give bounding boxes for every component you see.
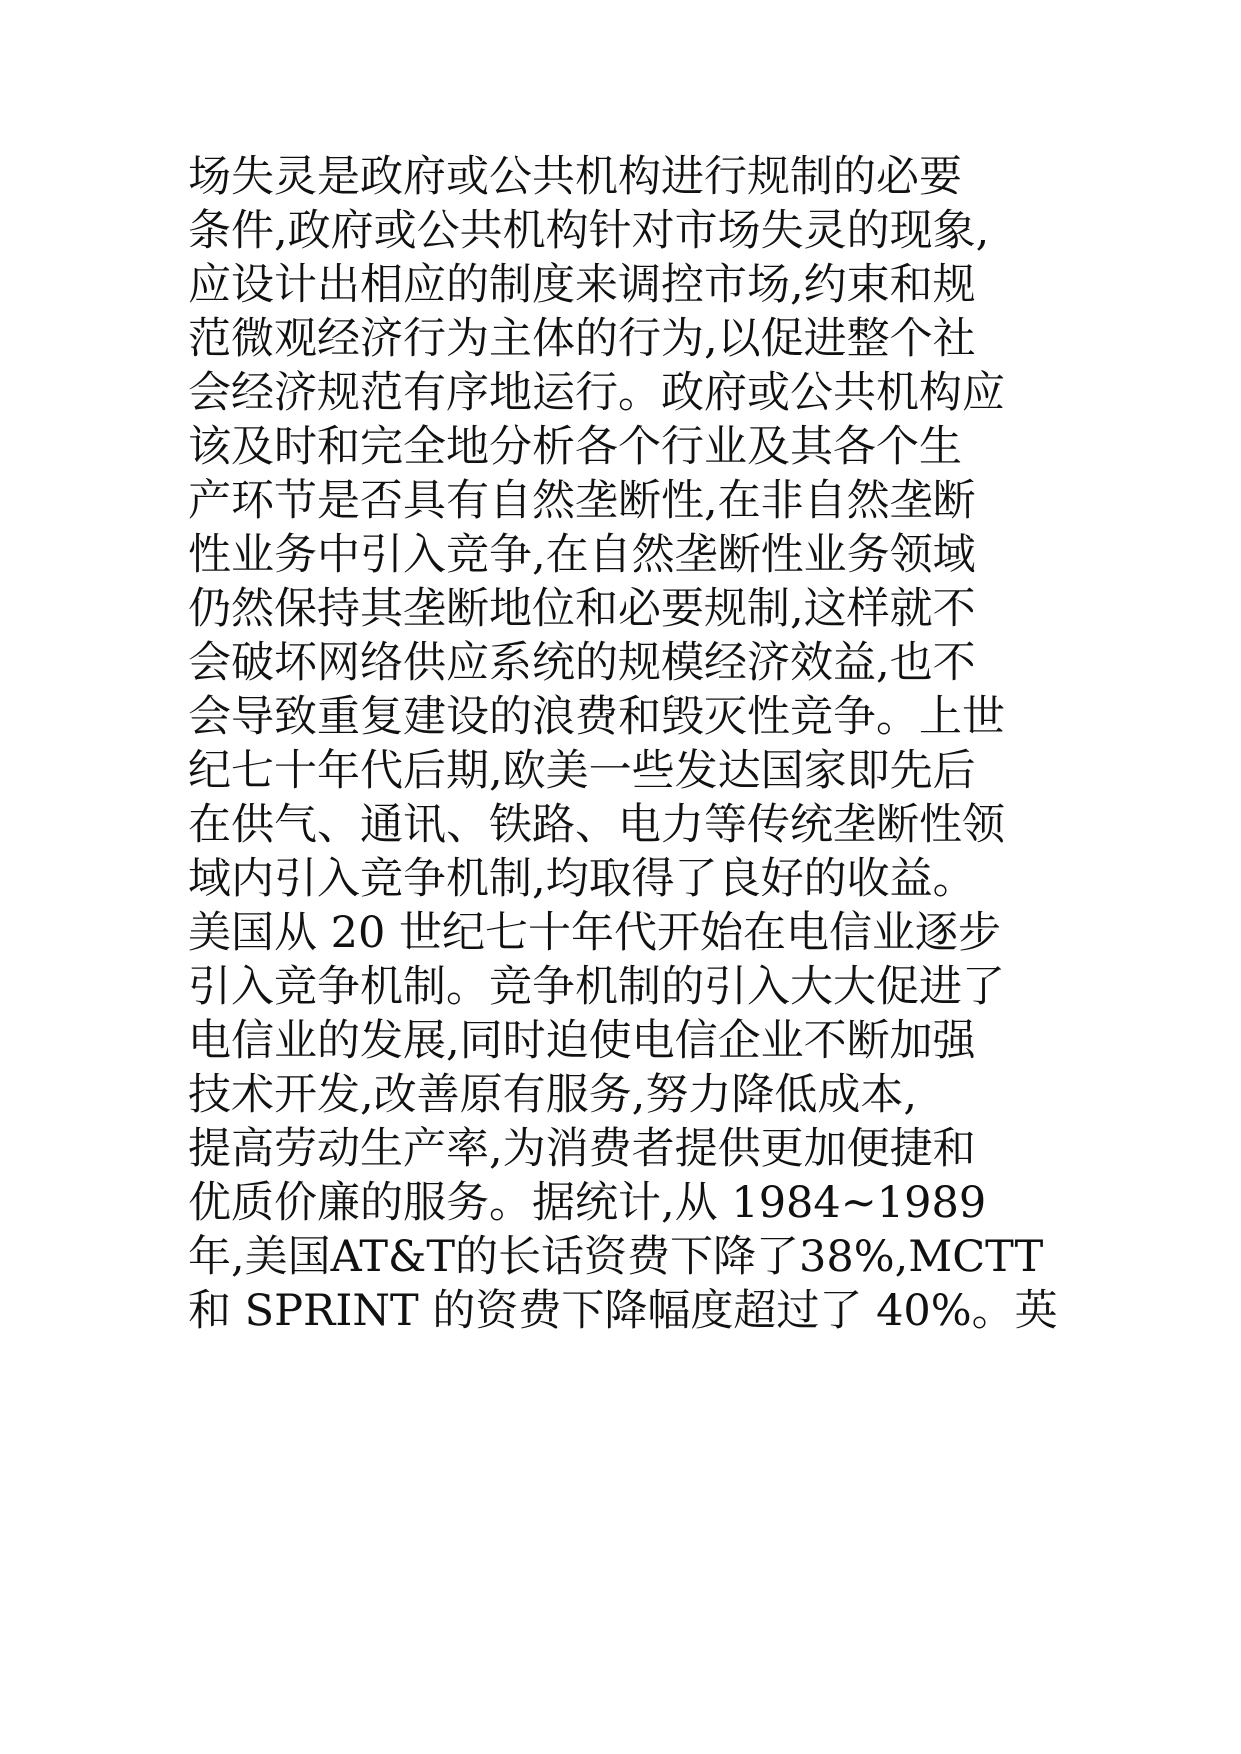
text-line: 优质价廉的服务。据统计,从 1984~1989 bbox=[188, 1178, 987, 1228]
text-line: 会经济规范有序地运行。政府或公共机构应 bbox=[188, 368, 1005, 418]
text-line: 会破坏网络供应系统的规模经济效益,也不 bbox=[188, 638, 976, 688]
text-line: 仍然保持其垄断地位和必要规制,这样就不 bbox=[188, 584, 976, 634]
text-line: 美国从 20 世纪七十年代开始在电信业逐步 bbox=[188, 908, 1002, 958]
text-line: 引入竞争机制。竞争机制的引入大大促进了 bbox=[188, 962, 1005, 1012]
text-line: 和 SPRINT 的资费下降幅度超过了 40%。英 bbox=[188, 1286, 1058, 1336]
text-line: 性业务中引入竞争,在自然垄断性业务领域 bbox=[188, 530, 976, 580]
text-line: 域内引入竞争机制,均取得了良好的收益。 bbox=[188, 854, 976, 904]
text-line: 该及时和完全地分析各个行业及其各个生 bbox=[188, 422, 962, 472]
text-line: 应设计出相应的制度来调控市场,约束和规 bbox=[188, 260, 976, 310]
text-line: 电信业的发展,同时迫使电信企业不断加强 bbox=[188, 1016, 976, 1066]
text-line: 产环节是否具有自然垄断性,在非自然垄断 bbox=[188, 476, 976, 526]
text-line: 年,美国AT&T的长话资费下降了38%,MCTT bbox=[188, 1232, 1044, 1282]
text-line: 条件,政府或公共机构针对市场失灵的现象, bbox=[188, 206, 990, 256]
text-line: 纪七十年代后期,欧美一些发达国家即先后 bbox=[188, 746, 976, 796]
text-line: 在供气、通讯、铁路、电力等传统垄断性领 bbox=[188, 800, 1005, 850]
text-line: 范微观经济行为主体的行为,以促进整个社 bbox=[188, 314, 976, 364]
text-line: 技术开发,改善原有服务,努力降低成本, bbox=[188, 1070, 918, 1120]
body-text bbox=[188, 150, 1088, 1338]
text-line: 场失灵是政府或公共机构进行规制的必要 bbox=[188, 152, 962, 202]
text-line: 提高劳动生产率,为消费者提供更加便捷和 bbox=[188, 1124, 976, 1174]
text-line: 会导致重复建设的浪费和毁灭性竞争。上世 bbox=[188, 692, 1005, 742]
